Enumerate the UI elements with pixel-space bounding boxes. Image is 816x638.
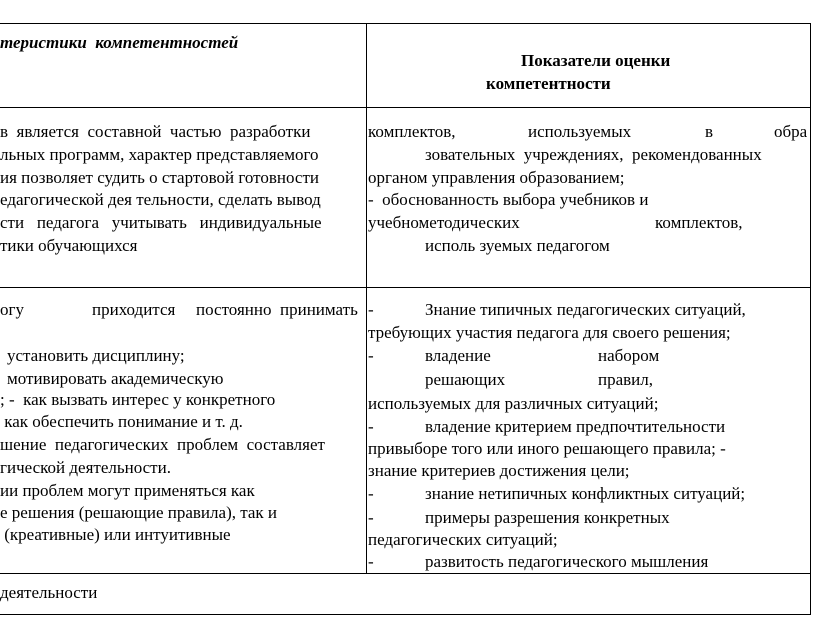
row2-right-word: владение <box>425 346 491 365</box>
table-top-border <box>0 23 811 24</box>
row1-left-line: льных программ, характер представляемого <box>0 145 319 164</box>
row1-right-word: используемых <box>528 122 632 141</box>
row1-left-line: в является составной частью разработки <box>0 122 311 141</box>
row2-left-line: мотивировать академическую <box>7 369 224 388</box>
row2-right-line: развитость педагогического мышления <box>425 552 709 571</box>
row2-right-line: знание критериев достижения цели; <box>368 461 630 480</box>
row1-right-word: учебнометодических <box>368 213 520 232</box>
row-divider-3 <box>0 573 811 574</box>
row1-right-word: комплектов, <box>368 122 456 141</box>
row2-right-dash: - <box>368 552 374 571</box>
row2-right-dash: - <box>368 300 374 319</box>
row1-right-word: в <box>705 122 714 141</box>
row2-right-line: педагогических ситуаций; <box>368 530 558 549</box>
row2-left-word: постоянно <box>196 300 272 319</box>
row3-left-cell: деятельности <box>0 583 98 602</box>
row1-left-line: ия позволяет судить о стартовой готовности <box>0 168 319 187</box>
row2-left-line: е решения (решающие правила), так и <box>0 503 278 522</box>
row2-right-dash: - <box>368 484 374 503</box>
table-bottom-border <box>0 614 811 615</box>
row2-right-dash: - <box>368 346 374 365</box>
row2-right-word: набором <box>598 346 660 365</box>
row-divider-1 <box>0 107 811 108</box>
table-right-border <box>810 23 811 615</box>
row2-right-line: используемых для различных ситуаций; <box>368 394 659 413</box>
row2-left-word: принимать <box>280 300 358 319</box>
table-column-divider <box>366 23 367 573</box>
row1-right-word: обра <box>774 122 808 141</box>
row2-left-word: огу <box>0 300 24 319</box>
row1-right-line: - обоснованность выбора учебников и <box>368 190 649 209</box>
row1-left-line: тики обучающихся <box>0 236 138 255</box>
row2-left-word: приходится <box>92 300 176 319</box>
header-right-line-1: Показатели оценки <box>521 51 671 70</box>
row2-right-line: владение критерием предпочтительности <box>425 417 726 436</box>
row2-right-word: правил, <box>598 370 654 389</box>
header-left-cell: теристики компетентностей <box>0 33 239 52</box>
row1-left-line: сти педагога учитывать индивидуальные <box>0 213 322 232</box>
row2-left-line: установить дисциплину; <box>7 346 185 365</box>
row2-right-line: Знание типичных педагогических ситуаций, <box>425 300 746 319</box>
row2-left-line: шение педагогических проблем составляет <box>0 435 325 454</box>
row2-left-line: (креативные) или интуитивные <box>0 525 231 544</box>
row2-right-dash: - <box>368 417 374 436</box>
row2-left-line: гической деятельности. <box>0 458 171 477</box>
row2-right-line: примеры разрешения конкретных <box>425 508 670 527</box>
header-right-line-2: компетентности <box>486 74 611 93</box>
row1-right-line: органом управления образованием; <box>368 168 625 187</box>
row2-left-line: ; - как вызвать интерес у конкретного <box>0 390 276 409</box>
row1-left-line: едагогической дея тельности, сделать вывод <box>0 190 321 209</box>
row1-right-line: зовательных учреждениях, рекомендованных <box>425 145 762 164</box>
row-divider-2 <box>0 287 811 288</box>
row2-right-line: требующих участия педагога для своего решения; <box>368 323 731 342</box>
row2-right-line: привыборе того или иного решающего правила; - <box>368 439 726 458</box>
row2-right-word: решающих <box>425 370 506 389</box>
row2-left-line: ии проблем могут применяться как <box>0 481 255 500</box>
row2-right-dash: - <box>368 508 374 527</box>
row2-left-line: как обеспечить понимание и т. д. <box>0 412 243 431</box>
row1-right-word: комплектов, <box>655 213 743 232</box>
row1-right-line: исполь зуемых педагогом <box>425 236 610 255</box>
row2-right-line: знание нетипичных конфликтных ситуаций; <box>425 484 746 503</box>
